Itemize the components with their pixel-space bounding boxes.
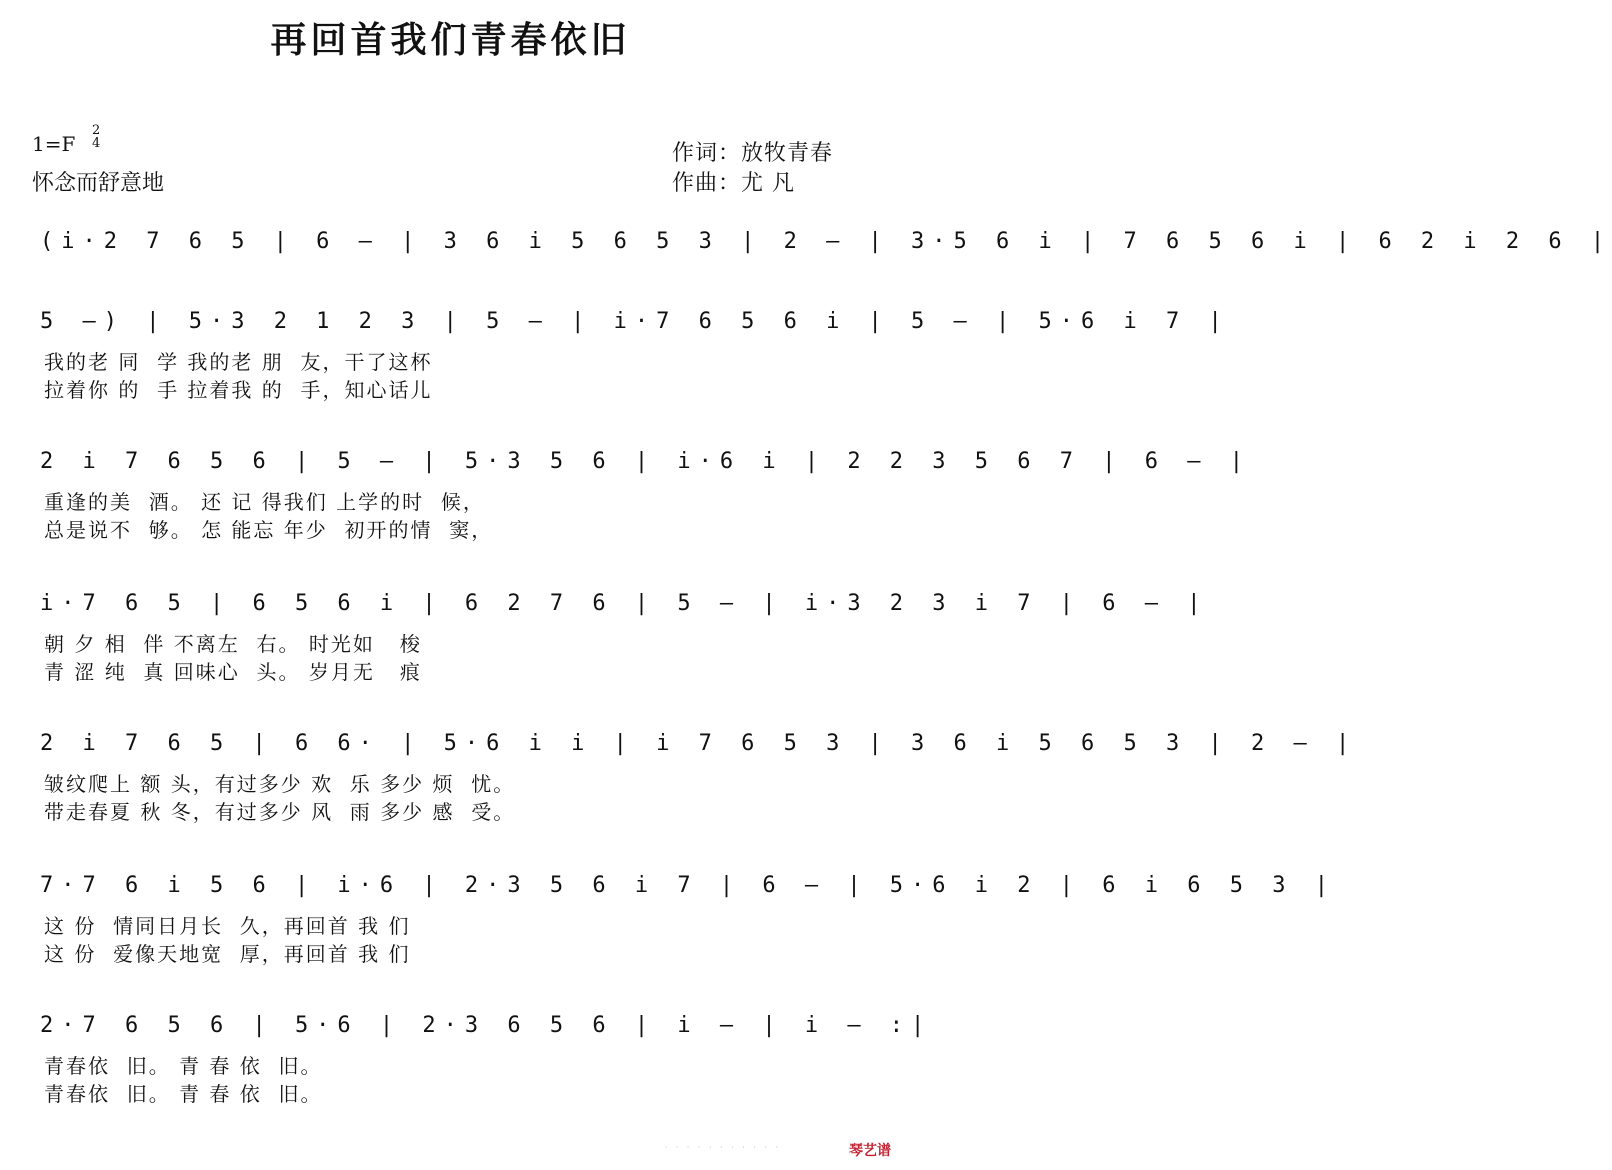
composer: 作曲：尤 凡 [672, 171, 795, 196]
score-row-4 [40, 582, 1209, 626]
time-signature-bottom: 4 [92, 136, 101, 151]
notes-row-1: (i·2 7 6 5 | 6 – | 3 6 i 5 6 5 3 | 2 – | 3·5 6 i | 7 6 5 6 i | 6 2 i 2 6 | [40, 229, 1612, 254]
notes-row-4: i·7 6 5 | 6 5 6 i | 6 2 7 6 | 5 – | i·3 2 3 i 7 | 6 – | [40, 591, 1209, 616]
score-row-3 [40, 440, 1251, 484]
lyric-row-3-verse-2: 总是说不 够。 怎 能忘 年少 初开的情 窦， [44, 518, 494, 542]
key-signature: 1=F [32, 132, 76, 156]
notes-row-3: 2 i 7 6 5 6 | 5 – | 5·3 5 6 | i·6 i | 2 2 3 5 6 7 | 6 – | [40, 449, 1251, 474]
lyric-row-2-verse-2: 拉着你 的 手 拉着我 的 手，知心话儿 [44, 378, 433, 402]
score-row-1 [40, 220, 1612, 264]
time-signature-top: 2 [92, 123, 101, 138]
lyric-row-4-verse-1: 朝 夕 相 伴 不离左 右。 时光如 梭 [44, 632, 422, 656]
lyric-row-6-verse-1: 这 份 情同日月长 久，再回首 我 们 [44, 914, 411, 938]
notes-row-7: 2·7 6 5 6 | 5·6 | 2·3 6 5 6 | i – | i – :| [40, 1013, 933, 1038]
lyric-row-5-verse-2: 带走春夏 秋 冬，有过多少 风 雨 多少 感 受。 [44, 800, 516, 824]
footer-dots: · · · · · · · · · · · [664, 1143, 781, 1152]
watermark-logo: 琴艺谱 [849, 1143, 891, 1159]
lyric-row-4-verse-2: 青 涩 纯 真 回味心 头。 岁月无 痕 [44, 660, 422, 684]
lyric-row-5-verse-1: 皱纹爬上 额 头，有过多少 欢 乐 多少 烦 忧。 [44, 772, 516, 796]
time-signature [92, 124, 100, 150]
score-row-7 [40, 1004, 933, 1048]
lyric-row-3-verse-1: 重逢的美 酒。 还 记 得我们 上学的时 候， [44, 490, 485, 514]
expression-mark: 怀念而舒意地 [32, 171, 165, 196]
lyricist: 作词：放牧青春 [672, 141, 834, 166]
lyric-row-6-verse-2: 这 份 爱像天地宽 厚，再回首 我 们 [44, 942, 411, 966]
lyric-row-2-verse-1: 我的老 同 学 我的老 朋 友，干了这杯 [44, 350, 433, 374]
score-row-5 [40, 722, 1358, 766]
lyric-row-7-verse-1: 青春依 旧。 青 春 依 旧。 [44, 1054, 323, 1078]
notes-row-2: 5 –) | 5·3 2 1 2 3 | 5 – | i·7 6 5 6 i | 5 – | 5·6 i 7 | [40, 309, 1230, 334]
score-row-6 [40, 864, 1336, 908]
notes-row-5: 2 i 7 6 5 | 6 6· | 5·6 i i | i 7 6 5 3 | 3 6 i 5 6 5 3 | 2 – | [40, 731, 1358, 756]
score-row-2 [40, 300, 1230, 344]
page-title: 再回首我们青春依旧 [270, 20, 631, 61]
notes-row-6: 7·7 6 i 5 6 | i·6 | 2·3 5 6 i 7 | 6 – | 5·6 i 2 | 6 i 6 5 3 | [40, 873, 1336, 898]
lyric-row-7-verse-2: 青春依 旧。 青 春 依 旧。 [44, 1082, 323, 1106]
